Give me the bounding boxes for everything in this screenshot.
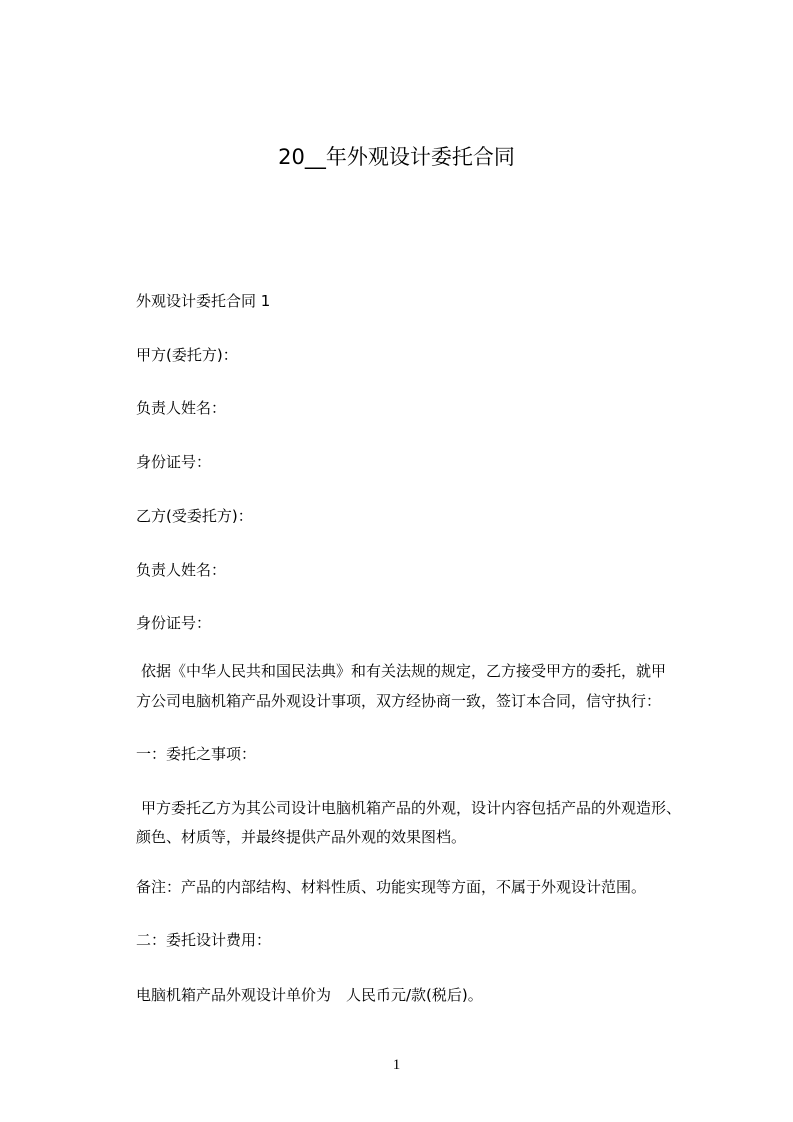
section-1-heading: 一：委托之事项： <box>136 745 257 763</box>
party-a-id-label: 身份证号： <box>136 453 212 471</box>
preamble-line-2: 方公司电脑机箱产品外观设计事项，双方经协商一致，签订本合同，信守执行： <box>136 692 662 710</box>
party-b-id-label: 身份证号： <box>136 614 212 632</box>
page-number: 1 <box>392 1057 401 1073</box>
document-title: 20__年外观设计委托合同 <box>278 145 515 169</box>
party-a-representative-label: 负责人姓名： <box>136 399 227 417</box>
section-1-note: 备注：产品的内部结构、材料性质、功能实现等方面，不属于外观设计范围。 <box>136 878 647 896</box>
section-1-body-line-2: 颜色、材质等，并最终提供产品外观的效果图档。 <box>136 828 467 846</box>
party-a-label: 甲方(委托方)： <box>136 346 238 364</box>
preamble-line-1: 依据《中华人民共和国民法典》和有关法规的规定，乙方接受甲方的委托，就甲 <box>141 662 667 680</box>
section-2-fee-line: 电脑机箱产品外观设计单价为 人民币元/款(税后)。 <box>136 986 483 1004</box>
party-b-label: 乙方(受委托方)： <box>136 507 253 525</box>
party-b-representative-label: 负责人姓名： <box>136 561 227 579</box>
section-1-body-line-1: 甲方委托乙方为其公司设计电脑机箱产品的外观，设计内容包括产品的外观造形、 <box>141 799 682 817</box>
section-2-heading: 二：委托设计费用： <box>136 931 272 949</box>
contract-subtitle: 外观设计委托合同 1 <box>136 292 271 310</box>
